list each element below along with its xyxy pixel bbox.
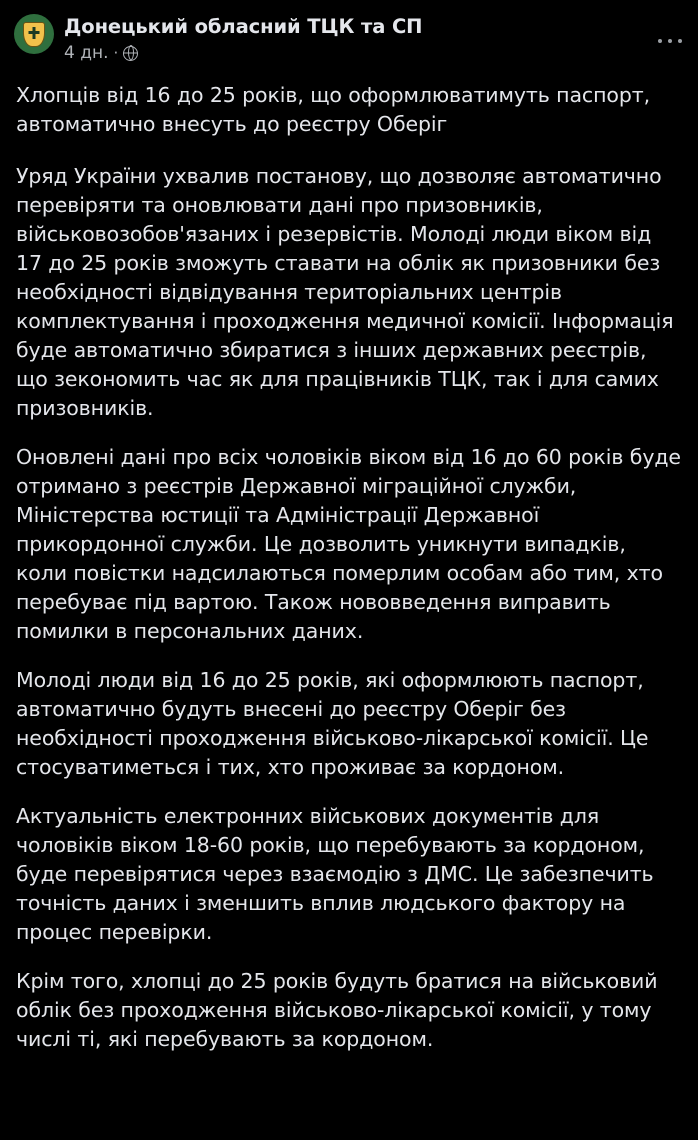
post-paragraph: Молоді люди від 16 до 25 років, які оформлюють паспорт, автоматично будуть внесені до реєстру Оберіг без необхідності проходження військово-лікарської комісії. Це стосуватиметься і тих, хто проживає за кордоном. <box>16 668 649 779</box>
post-body <box>0 65 698 1072</box>
post-meta <box>64 43 684 63</box>
post-paragraph: Уряд України ухвалив постанову, що дозволяє автоматично перевіряти та оновлювати дані про призовників, військовозобов'язаних і резервістів. Молоді люди віком від 17 до 25 років зможуть ставати на облік як призовники без необхідності відвідування територіальних центрів комплектування і проходження медичної комісії. Інформація буде автоматично збиратися з інших державних реєстрів, що зекономить час як для працівників ТЦК, так і для самих призовників. <box>16 164 674 420</box>
post-paragraph: Оновлені дані про всіх чоловіків віком від 16 до 60 років буде отримано з реєстрів Державної міграційної служби, Міністерства юстиції та Адміністрації Державної прикордонної служби. Це дозволить уникнути випадків, коли повістки надсилаються померлим особам або тим, хто перебуває під вартою. Також нововведення виправить помилки в персональних даних. <box>16 445 681 643</box>
post-paragraph: Актуальність електронних військових документів для чоловіків віком 18-60 років, що перебувають за кордоном, буде перевірятися через взаємодію з ДМС. Це забезпечить точність даних і зменшить вплив людського фактору на процес перевірки. <box>16 804 654 944</box>
shield-emblem-icon <box>23 22 45 47</box>
meta-separator: · <box>113 44 119 62</box>
ellipsis-horizontal-icon[interactable] <box>658 34 682 48</box>
post-header-text <box>64 14 684 63</box>
post-paragraph-headline: Хлопців від 16 до 25 років, що оформлюватимуть паспорт, автоматично внесуть до реєстру Оберіг <box>16 83 651 136</box>
post-header <box>0 0 698 65</box>
page-name[interactable]: Донецький обласний ТЦК та СП <box>64 15 423 38</box>
post-paragraph: Крім того, хлопці до 25 років будуть братися на військовий облік без проходження військово-лікарської комісії, у тому числі ті, які перебувають за кордоном. <box>16 969 658 1051</box>
globe-icon[interactable] <box>123 46 138 61</box>
post-timestamp[interactable]: 4 дн. <box>64 43 109 63</box>
avatar[interactable] <box>14 14 54 54</box>
